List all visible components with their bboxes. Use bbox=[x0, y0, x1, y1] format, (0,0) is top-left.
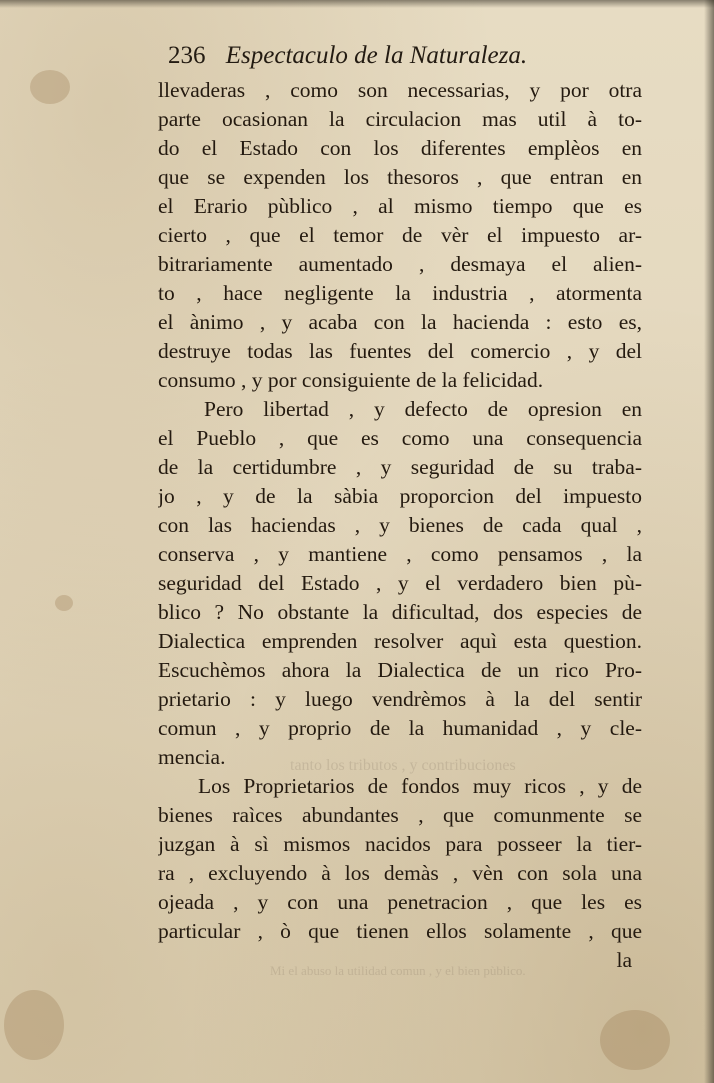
text-line: parte ocasionan la circulacion mas util à to- bbox=[158, 107, 642, 131]
bleed-through-text: Mi el abuso la utilidad comun , y el bien pùblico. bbox=[270, 963, 526, 978]
text-line: destruye todas las fuentes del comercio , y del bbox=[158, 339, 642, 363]
catchword: la bbox=[616, 948, 632, 972]
text-line: con las haciendas , y bienes de cada qual , bbox=[158, 513, 642, 537]
paragraph-start: Pero libertad , y defecto de opresion en bbox=[204, 397, 642, 421]
paragraph-start: Los Proprietarios de fondos muy ricos , y de bbox=[198, 774, 642, 798]
text-line: ra , excluyendo à los demàs , vèn con sola una bbox=[158, 861, 642, 885]
page-gutter-shadow bbox=[704, 0, 714, 1083]
foxing-stain bbox=[55, 595, 73, 611]
text-line: mencia. bbox=[158, 745, 226, 769]
page-number: 236 bbox=[168, 42, 206, 69]
running-title: Espectaculo de la Naturaleza. bbox=[225, 42, 528, 69]
text-line: to , hace negligente la industria , atormenta bbox=[158, 281, 642, 305]
text-line: conserva , y mantiene , como pensamos , la bbox=[158, 542, 642, 566]
text-line: llevaderas , como son necessarias, y por otra bbox=[158, 78, 642, 102]
text-line: seguridad del Estado , y el verdadero bien pù- bbox=[158, 571, 642, 595]
text-line: jo , y de la sàbia proporcion del impuesto bbox=[158, 484, 642, 508]
text-line: cierto , que el temor de vèr el impuesto ar- bbox=[158, 223, 642, 247]
text-line: que se expenden los thesoros , que entran en bbox=[158, 165, 642, 189]
text-line: particular , ò que tienen ellos solamente , que bbox=[158, 919, 642, 943]
bleed-through-text: tanto los tributos , y contribuciones bbox=[290, 757, 516, 774]
foxing-stain bbox=[600, 1010, 670, 1070]
text-line: ojeada , y con una penetracion , que les es bbox=[158, 890, 642, 914]
text-line: juzgan à sì mismos nacidos para posseer la tier- bbox=[158, 832, 642, 856]
text-line: bitrariamente aumentado , desmaya el alien- bbox=[158, 252, 642, 276]
text-line: el Erario pùblico , al mismo tiempo que es bbox=[158, 194, 642, 218]
text-line: el ànimo , y acaba con la hacienda : esto es, bbox=[158, 310, 642, 334]
text-line: Escuchèmos ahora la Dialectica de un rico Pro- bbox=[158, 658, 642, 682]
text-line: bienes raìces abundantes , que comunmente se bbox=[158, 803, 642, 827]
text-line: prietario : y luego vendrèmos à la del sentir bbox=[158, 687, 642, 711]
text-line: blico ? No obstante la dificultad, dos especies de bbox=[158, 600, 642, 624]
text-line: Dialectica emprenden resolver aquì esta question. bbox=[158, 629, 642, 653]
text-line: comun , y proprio de la humanidad , y cle- bbox=[158, 716, 642, 740]
text-line: consumo , y por consiguiente de la felicidad. bbox=[158, 368, 544, 392]
text-line: do el Estado con los diferentes emplèos en bbox=[158, 136, 642, 160]
foxing-stain bbox=[4, 990, 64, 1060]
page-top-shadow bbox=[0, 0, 714, 8]
foxing-stain bbox=[30, 70, 70, 104]
text-line: el Pueblo , que es como una consequencia bbox=[158, 426, 642, 450]
running-header bbox=[168, 42, 638, 78]
body-text bbox=[158, 76, 642, 975]
text-line: de la certidumbre , y seguridad de su traba- bbox=[158, 455, 642, 479]
